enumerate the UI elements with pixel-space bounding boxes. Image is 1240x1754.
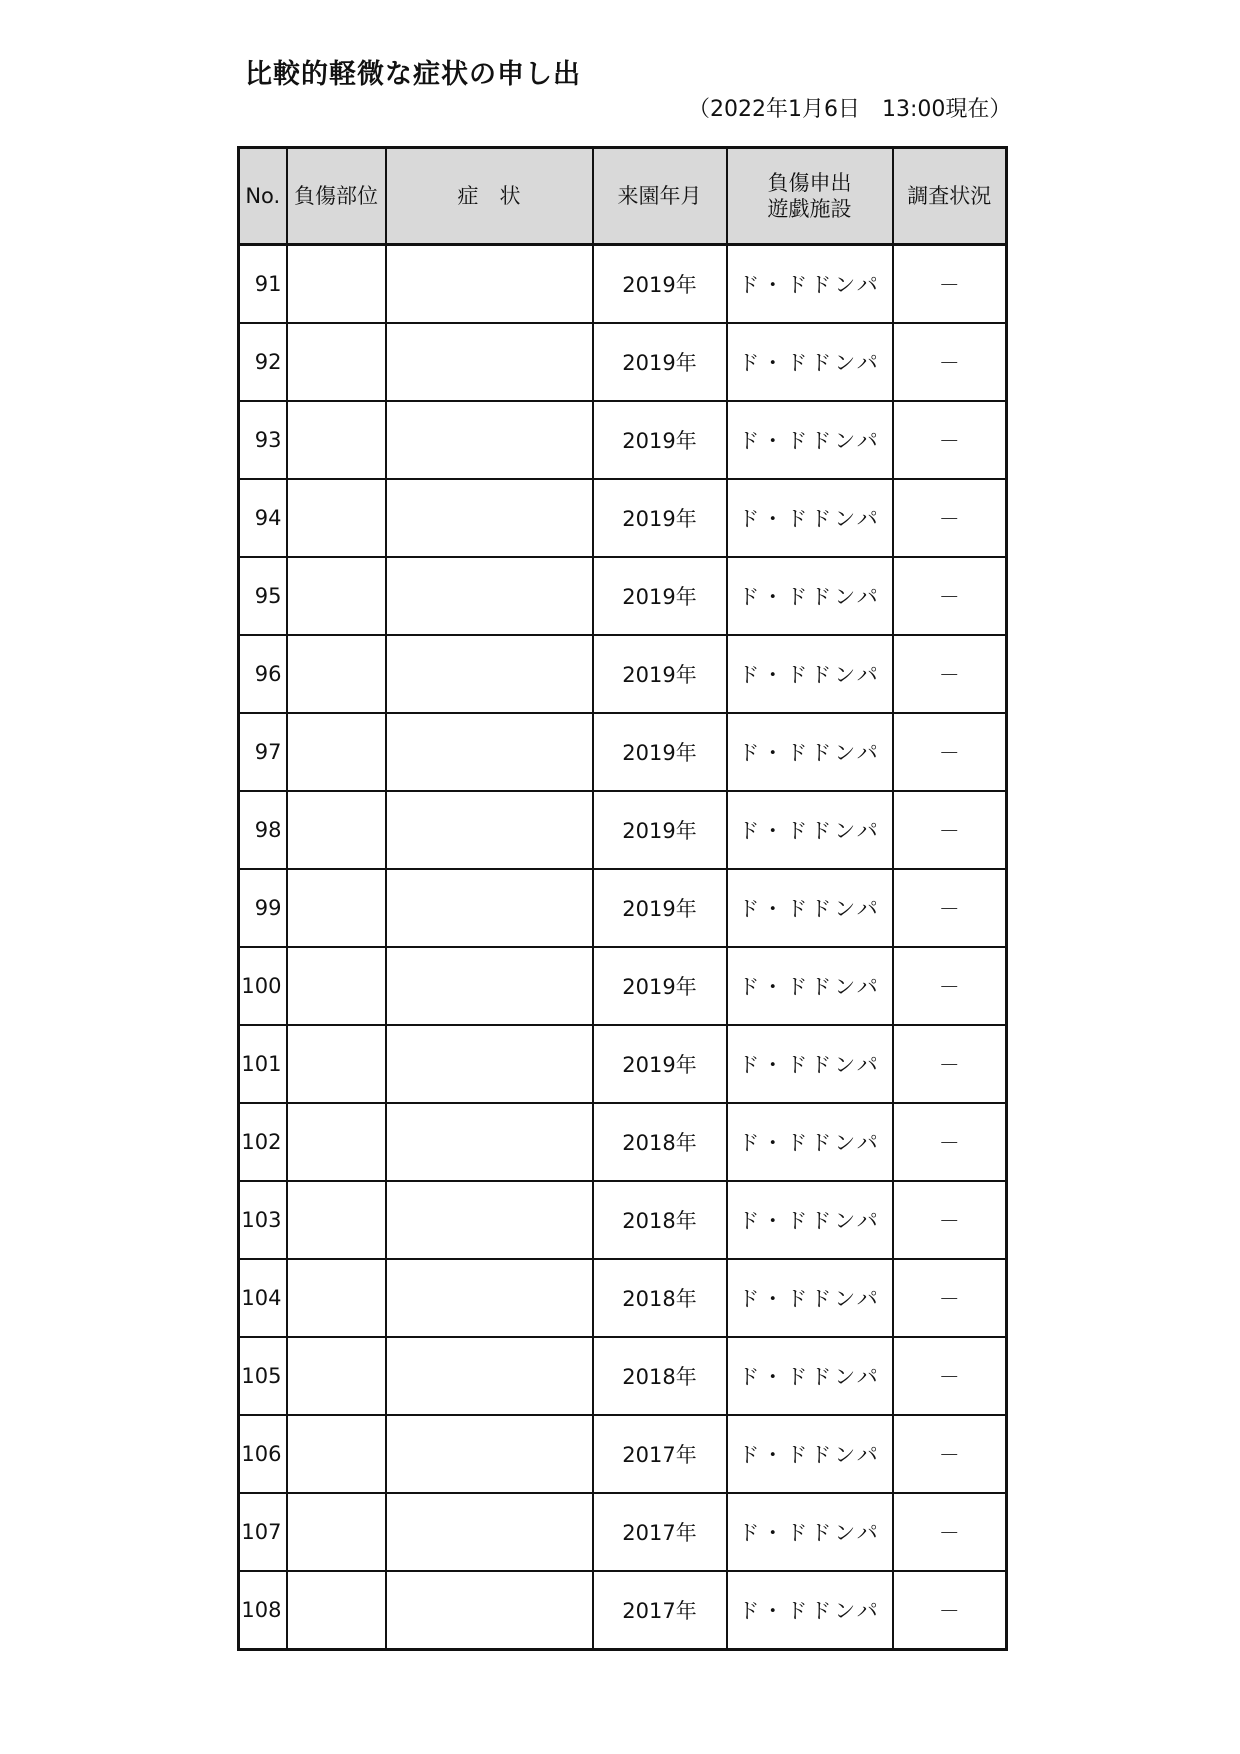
cell-no: 99 — [239, 869, 287, 947]
table-row — [239, 791, 1007, 869]
cell-facility: ド・ドドンパ — [727, 713, 893, 791]
cell-no: 104 — [239, 1259, 287, 1337]
cell-injury-site — [287, 1181, 386, 1259]
cell-symptom — [386, 323, 593, 401]
cell-no: 105 — [239, 1337, 287, 1415]
cell-facility: ド・ドドンパ — [727, 947, 893, 1025]
cell-status: － — [893, 1493, 1007, 1571]
cell-facility: ド・ドドンパ — [727, 635, 893, 713]
cell-status: － — [893, 557, 1007, 635]
cell-injury-site — [287, 1337, 386, 1415]
cell-visit-date: 2019年 — [593, 401, 727, 479]
header-status: 調査状況 — [893, 148, 1007, 245]
cell-no: 108 — [239, 1571, 287, 1650]
cell-facility: ド・ドドンパ — [727, 323, 893, 401]
cell-facility: ド・ドドンパ — [727, 1571, 893, 1650]
cell-visit-date: 2018年 — [593, 1181, 727, 1259]
cell-status: － — [893, 323, 1007, 401]
cell-facility: ド・ドドンパ — [727, 791, 893, 869]
cell-facility: ド・ドドンパ — [727, 1415, 893, 1493]
cell-symptom — [386, 1493, 593, 1571]
table-row — [239, 1181, 1007, 1259]
cell-symptom — [386, 791, 593, 869]
table-row — [239, 635, 1007, 713]
cell-no: 98 — [239, 791, 287, 869]
cell-no: 91 — [239, 245, 287, 324]
table-row — [239, 947, 1007, 1025]
table-row — [239, 869, 1007, 947]
cell-visit-date: 2019年 — [593, 713, 727, 791]
cell-injury-site — [287, 947, 386, 1025]
cell-visit-date: 2017年 — [593, 1571, 727, 1650]
cell-visit-date: 2019年 — [593, 1025, 727, 1103]
cell-injury-site — [287, 791, 386, 869]
header-facility-line1: 負傷申出 — [767, 171, 852, 195]
cell-visit-date: 2019年 — [593, 245, 727, 324]
cell-facility: ド・ドドンパ — [727, 1103, 893, 1181]
cell-injury-site — [287, 1025, 386, 1103]
table-row — [239, 1025, 1007, 1103]
cell-injury-site — [287, 1415, 386, 1493]
cell-status: － — [893, 1025, 1007, 1103]
cell-symptom — [386, 1337, 593, 1415]
cell-visit-date: 2019年 — [593, 479, 727, 557]
header-symptom: 症 状 — [386, 148, 593, 245]
cell-symptom — [386, 1181, 593, 1259]
cell-facility: ド・ドドンパ — [727, 1181, 893, 1259]
cell-facility: ド・ドドンパ — [727, 1337, 893, 1415]
document-title: 比較的軽微な症状の申し出 — [245, 59, 581, 90]
cell-visit-date: 2019年 — [593, 557, 727, 635]
cell-no: 94 — [239, 479, 287, 557]
cell-facility: ド・ドドンパ — [727, 401, 893, 479]
cell-symptom — [386, 947, 593, 1025]
cell-no: 106 — [239, 1415, 287, 1493]
header-visit-date: 来園年月 — [593, 148, 727, 245]
table-row — [239, 1337, 1007, 1415]
cell-symptom — [386, 1415, 593, 1493]
cell-symptom — [386, 479, 593, 557]
cell-status: － — [893, 1181, 1007, 1259]
cell-symptom — [386, 1025, 593, 1103]
table-row — [239, 557, 1007, 635]
cell-injury-site — [287, 323, 386, 401]
header-facility — [727, 148, 893, 245]
table-row — [239, 1415, 1007, 1493]
cell-facility: ド・ドドンパ — [727, 1493, 893, 1571]
table-row — [239, 1571, 1007, 1650]
cell-visit-date: 2019年 — [593, 947, 727, 1025]
cell-visit-date: 2019年 — [593, 635, 727, 713]
cell-visit-date: 2017年 — [593, 1493, 727, 1571]
table-row — [239, 479, 1007, 557]
cell-status: － — [893, 869, 1007, 947]
cell-symptom — [386, 1103, 593, 1181]
cell-no: 102 — [239, 1103, 287, 1181]
cell-no: 93 — [239, 401, 287, 479]
cell-symptom — [386, 869, 593, 947]
cell-visit-date: 2018年 — [593, 1103, 727, 1181]
table-row — [239, 713, 1007, 791]
cell-symptom — [386, 245, 593, 324]
table-row — [239, 323, 1007, 401]
cell-no: 95 — [239, 557, 287, 635]
cell-visit-date: 2019年 — [593, 791, 727, 869]
cell-injury-site — [287, 1103, 386, 1181]
cell-symptom — [386, 635, 593, 713]
cell-no: 103 — [239, 1181, 287, 1259]
cell-injury-site — [287, 1493, 386, 1571]
cell-injury-site — [287, 401, 386, 479]
cell-no: 100 — [239, 947, 287, 1025]
cell-status: － — [893, 245, 1007, 324]
header-facility-line2: 遊戯施設 — [767, 197, 852, 221]
cell-symptom — [386, 401, 593, 479]
header-injury-site: 負傷部位 — [287, 148, 386, 245]
cell-status: － — [893, 635, 1007, 713]
table-row — [239, 1259, 1007, 1337]
cell-visit-date: 2018年 — [593, 1259, 727, 1337]
cell-status: － — [893, 791, 1007, 869]
table-row — [239, 401, 1007, 479]
cell-symptom — [386, 557, 593, 635]
header-row — [239, 148, 1007, 245]
cell-injury-site — [287, 557, 386, 635]
cell-symptom — [386, 713, 593, 791]
cell-no: 101 — [239, 1025, 287, 1103]
cell-symptom — [386, 1571, 593, 1650]
cell-facility: ド・ドドンパ — [727, 1259, 893, 1337]
cell-no: 107 — [239, 1493, 287, 1571]
cell-status: － — [893, 713, 1007, 791]
as-of-date: （2022年1月6日 13:00現在） — [688, 97, 1012, 122]
symptom-report-table — [237, 146, 1008, 1651]
cell-facility: ド・ドドンパ — [727, 479, 893, 557]
cell-visit-date: 2019年 — [593, 869, 727, 947]
table-row — [239, 1103, 1007, 1181]
cell-facility: ド・ドドンパ — [727, 245, 893, 324]
cell-no: 92 — [239, 323, 287, 401]
cell-no: 96 — [239, 635, 287, 713]
cell-injury-site — [287, 869, 386, 947]
table-row — [239, 245, 1007, 324]
cell-visit-date: 2018年 — [593, 1337, 727, 1415]
cell-status: － — [893, 947, 1007, 1025]
cell-status: － — [893, 1415, 1007, 1493]
cell-visit-date: 2019年 — [593, 323, 727, 401]
cell-injury-site — [287, 245, 386, 324]
table-row — [239, 1493, 1007, 1571]
cell-visit-date: 2017年 — [593, 1415, 727, 1493]
cell-status: － — [893, 1103, 1007, 1181]
cell-status: － — [893, 401, 1007, 479]
cell-status: － — [893, 1259, 1007, 1337]
cell-injury-site — [287, 713, 386, 791]
cell-injury-site — [287, 635, 386, 713]
cell-injury-site — [287, 479, 386, 557]
cell-no: 97 — [239, 713, 287, 791]
cell-status: － — [893, 1337, 1007, 1415]
cell-symptom — [386, 1259, 593, 1337]
cell-injury-site — [287, 1571, 386, 1650]
cell-facility: ド・ドドンパ — [727, 869, 893, 947]
cell-facility: ド・ドドンパ — [727, 557, 893, 635]
cell-status: － — [893, 1571, 1007, 1650]
cell-injury-site — [287, 1259, 386, 1337]
header-no: No. — [239, 148, 287, 245]
cell-status: － — [893, 479, 1007, 557]
cell-facility: ド・ドドンパ — [727, 1025, 893, 1103]
